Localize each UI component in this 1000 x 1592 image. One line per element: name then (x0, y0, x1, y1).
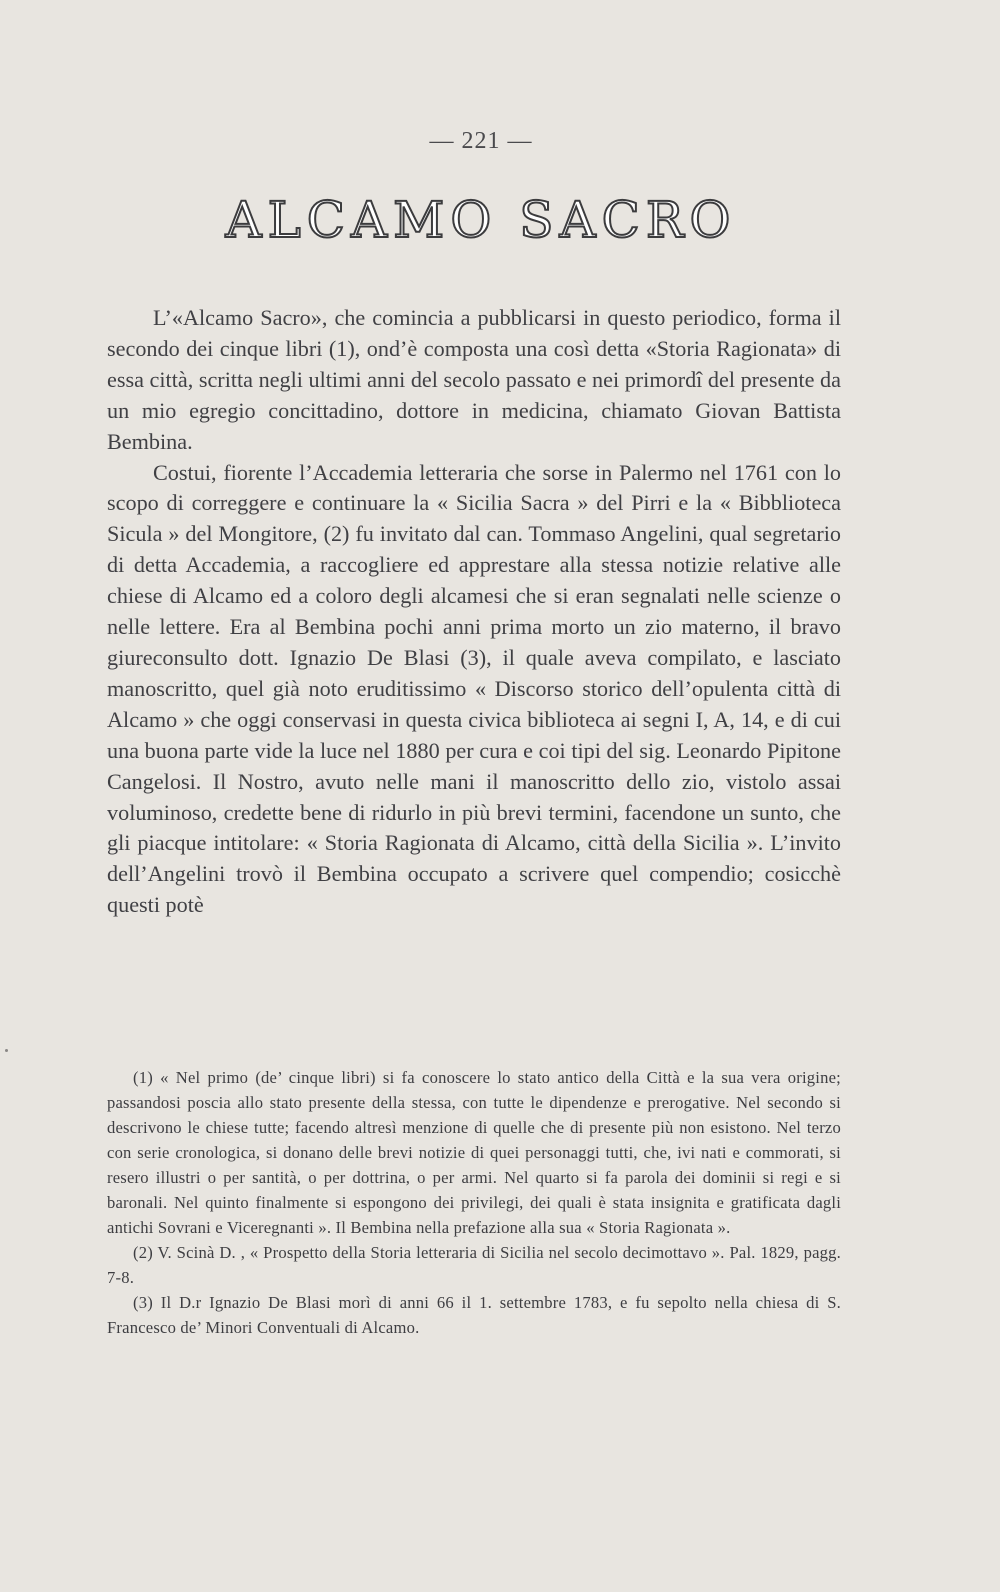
body-paragraph: L’«Alcamo Sacro», che comincia a pubblicarsi in questo periodico, forma il secondo dei cinque libri (1), ond’è composta una così detta «Storia Ragionata» di essa città, scritta negli ultimi anni del secolo passato e nei primordî del presente da un mio egregio concittadino, dottore in medicina, chiamato Giovan Battista Bembina. (107, 305, 841, 454)
footnote-3: (3) Il D.r Ignazio De Blasi morì di anni 66 il 1. settembre 1783, e fu sepolto nella chiesa di S. Francesco de’ Minori Conventuali di Alcamo. (107, 1293, 841, 1337)
body-paragraph: Costui, fiorente l’Accademia letteraria che sorse in Palermo nel 1761 con lo scopo di correggere e continuare la « Sicilia Sacra » del Pirri e la « Bibblioteca Sicula » del Mongitore, (2) fu invitato dal can. Tommaso Angelini, qual segretario di detta Accademia, a raccogliere ed apprestare alla stessa notizie relative alle chiese di Alcamo ed a coloro degli alcamesi che si eran segnalati nelle scienze o nelle lettere. Era al Bembina pochi anni prima morto un zio materno, il bravo giureconsulto dott. Ignazio De Blasi (3), il quale aveva compilato, e lasciato manoscritto, quel già noto eruditissimo « Discorso storico dell’opulenta città di Alcamo » che oggi conservasi in questa civica biblioteca ai segni I, A, 14, e di cui una buona parte vide la luce nel 1880 per cura e coi tipi del sig. Leonardo Pipitone Cangelosi. Il Nostro, avuto nelle mani il manoscritto dello zio, vistolo assai voluminoso, credette bene di ridurlo in più brevi termini, facendone un sunto, che gli piacque intitolare: « Storia Ragionata di Alcamo, città della Sicilia ». L’invito dell’Angelini trovò il Bembina occupato a scrivere quel compendio; cosicchè questi potè (107, 459, 841, 918)
page-number: — 221 — (429, 128, 533, 154)
page-title: ALCAMO SACRO (225, 191, 737, 249)
paper-speck (5, 1049, 8, 1052)
body-text (107, 303, 841, 921)
footnote-1: (1) « Nel primo (de’ cinque libri) si fa conoscere lo stato antico della Città e la sua vera origine; passandosi poscia allo stato presente della stessa, con tutte le dipendenze e prerogative. Nel secondo si descrivono le chiese tutte; facendo altresì menzione di quelle che di presente più non esistono. Nel terzo con serie cronologica, si donano delle brevi notizie di quei personaggi tutti, che, ivi nati e commorati, si resero illustri o per santità, o per dottrina, o per armi. Nel quarto si fa parola dei dominii si regi e si baronali. Nel quinto finalmente si espongono dei privilegi, dei quali è stata insignita e gratificata dagli antichi Sovrani e Viceregnanti ». Il Bembina nella prefazione alla sua « Storia Ragionata ». (107, 1068, 841, 1237)
footnote-2: (2) V. Scinà D. , « Prospetto della Storia letteraria di Sicilia nel secolo decimottavo ». Pal. 1829, pagg. 7-8. (107, 1243, 841, 1287)
footnotes (107, 1065, 841, 1340)
